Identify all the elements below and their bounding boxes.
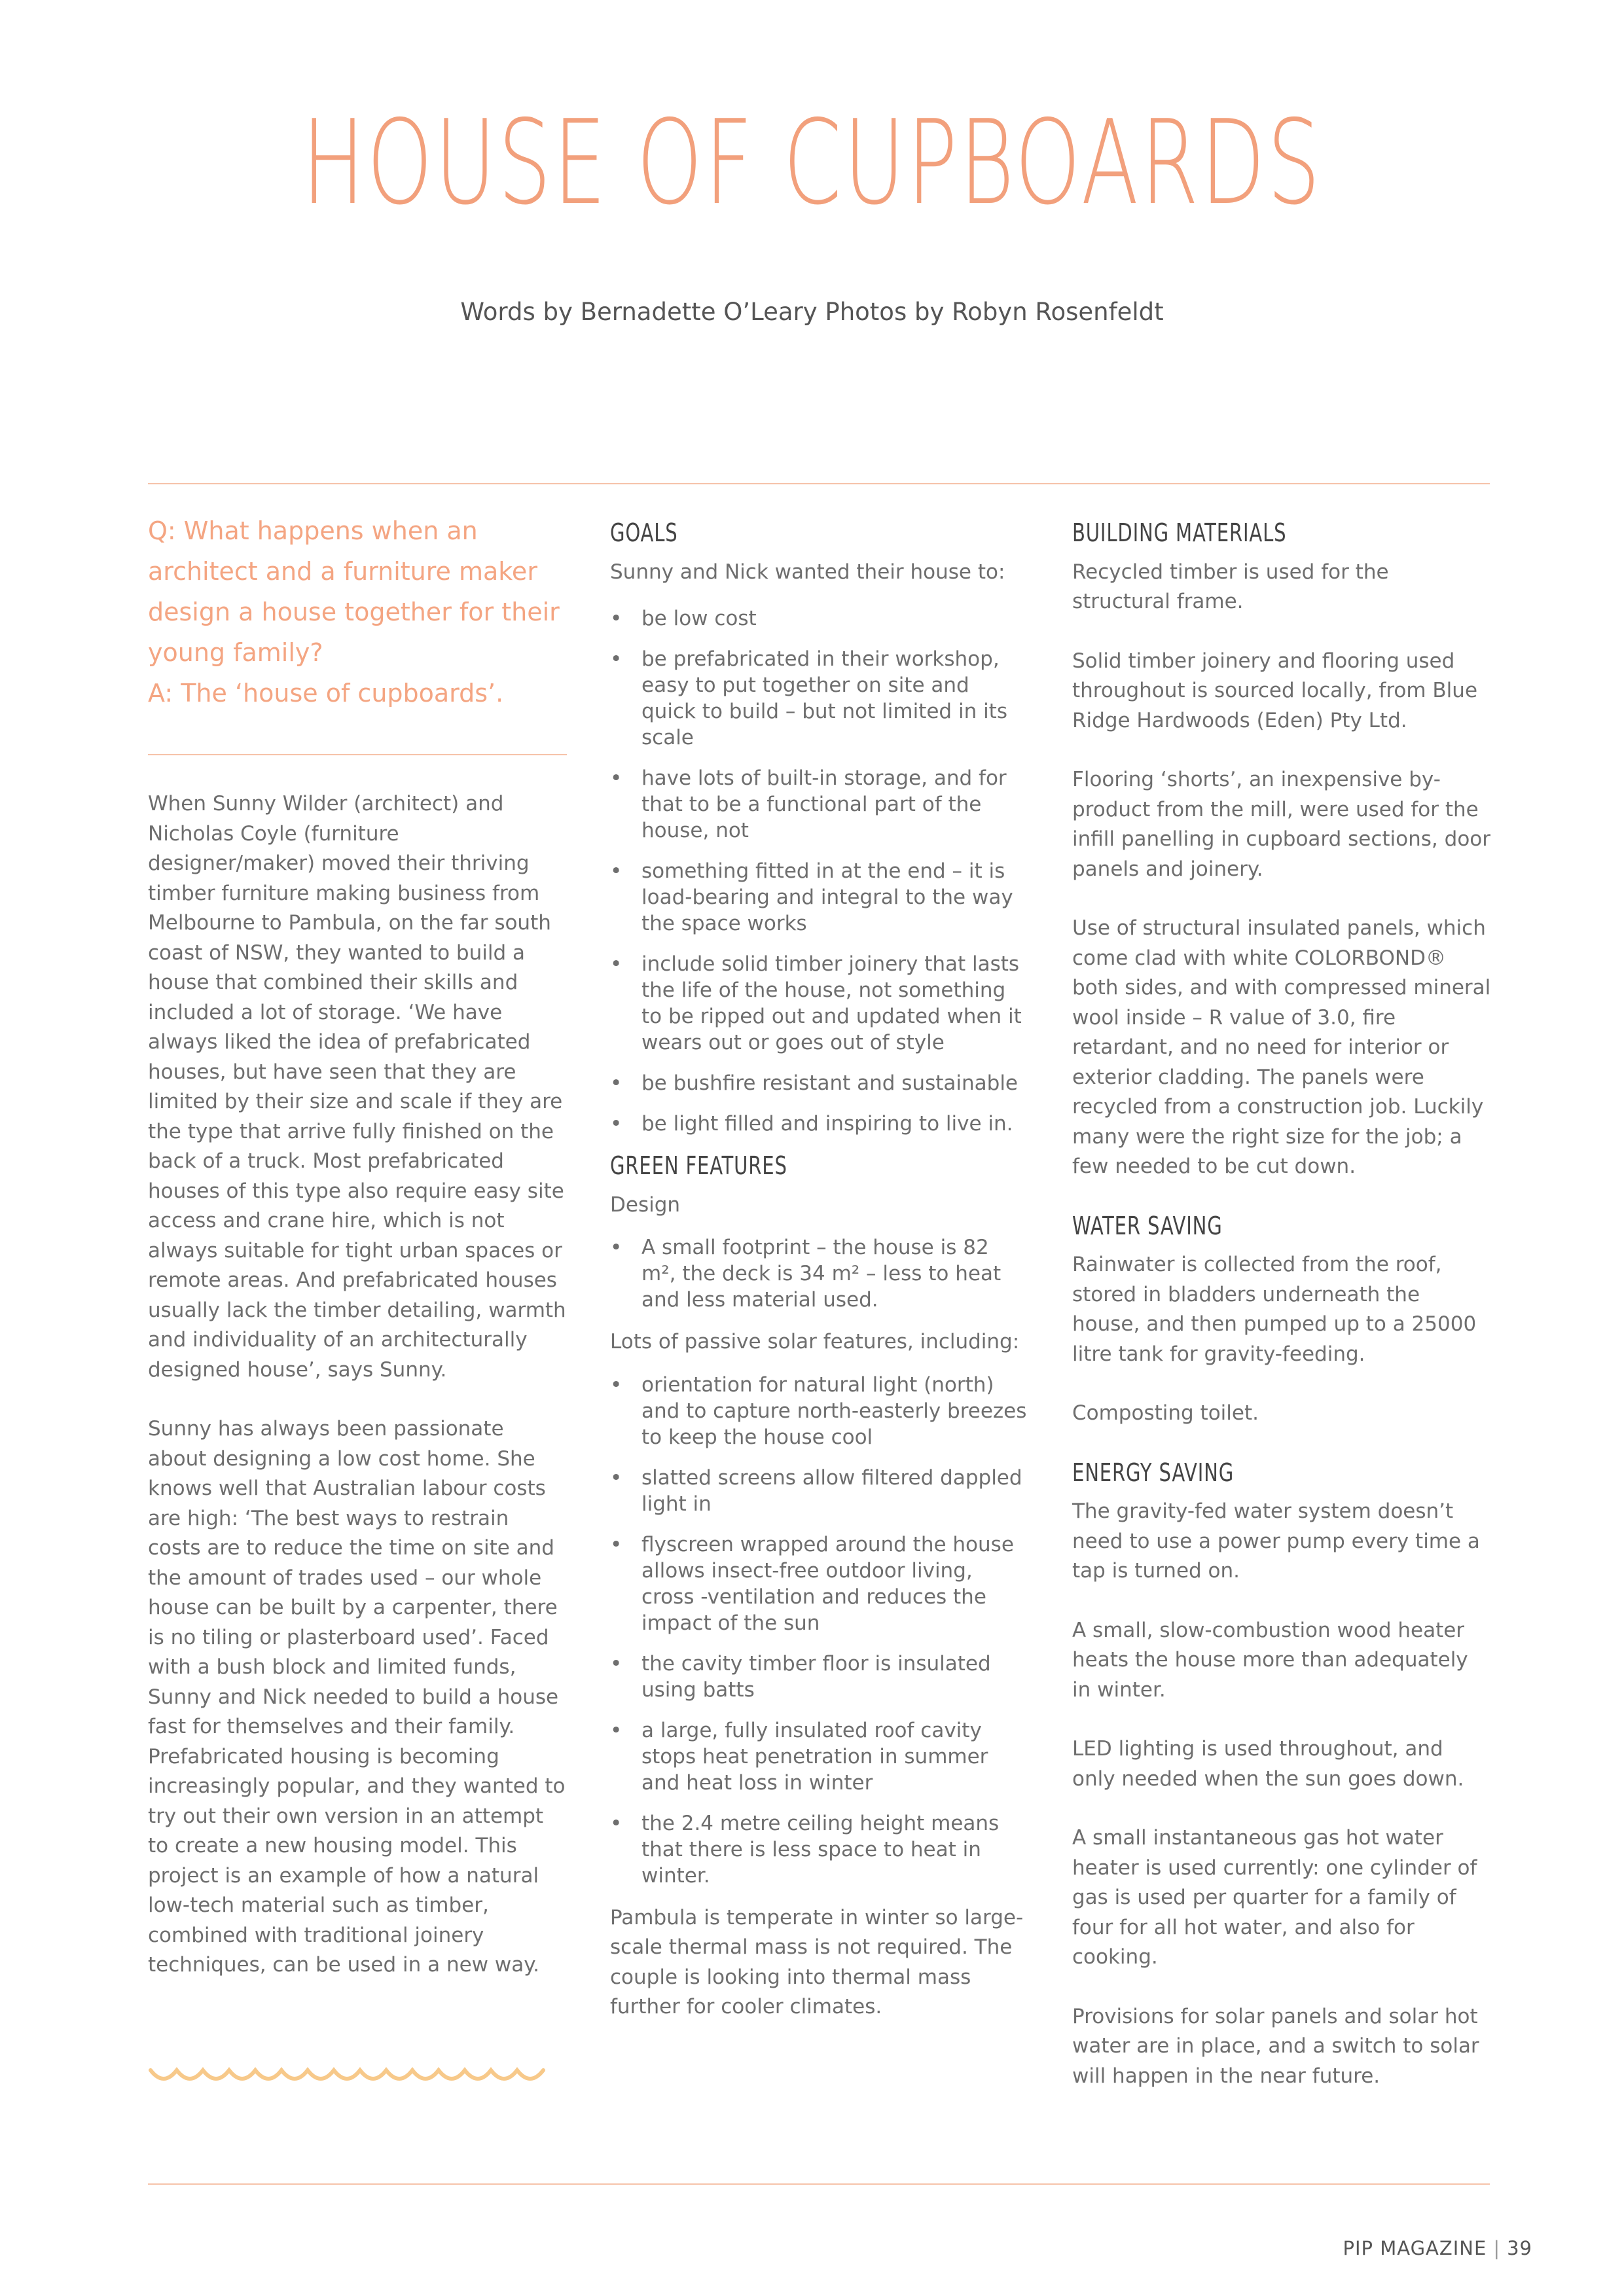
passive-label: Lots of passive solar features, including: (610, 1330, 1020, 1354)
passive-list (610, 1372, 1029, 1889)
intro-question-text: Q: What happens when an architect and a furniture maker design a house together for their young family? (148, 516, 560, 667)
water-paragraph: Composting toilet. (1072, 1401, 1259, 1425)
energy-paragraph: LED lighting is used throughout, and only needed when the sun goes down. (1072, 1737, 1464, 1791)
list-item: • be bushfire resistant and sustainable (610, 1070, 1029, 1096)
list-item: • a large, fully insulated roof cavity stops heat penetration in summer and heat loss in winter (610, 1717, 1029, 1796)
materials-paragraph: Solid timber joinery and flooring used throughout is sourced locally, from Blue Ridge Hardwoods (Eden) Pty Ltd. (1072, 649, 1478, 732)
design-label: Design (610, 1193, 681, 1217)
column-materials (1072, 511, 1491, 2121)
intro-question (148, 511, 567, 713)
goals-lead: Sunny and Nick wanted their house to: (610, 560, 1005, 584)
list-item: • the 2.4 metre ceiling height means that there is less space to heat in winter. (610, 1810, 1029, 1889)
bottom-rule (148, 2183, 1490, 2185)
energy-paragraph: Provisions for solar panels and solar hot water are in place, and a switch to solar will happen in the near future. (1072, 2004, 1479, 2088)
energy-paragraph: The gravity-fed water system doesn’t need to use a power pump every time a tap is turned on. (1072, 1499, 1480, 1583)
list-item: • be low cost (610, 605, 1029, 632)
green-features-heading: GREEN FEATURES (610, 1151, 787, 1180)
goals-heading: GOALS (610, 518, 678, 547)
list-item: • be light filled and inspiring to live in. (610, 1111, 1029, 1137)
body-paragraph: Sunny has always been passionate about designing a low cost home. She knows well that Australian labour costs are high: ‘The best ways to restrain costs are to reduce the time on site and the amount of trades used – our whole house can be built by a carpenter, there is no tiling or plasterboard used’. Faced with a bush block and limited funds, Sunny and Nick needed to build a house fast for themselves and their family. Prefabricated housing is becoming increasingly popular, and they wanted to try out their own version in an attempt to create a new housing model. This project is an example of how a natural low-tech material such as timber, combined with traditional joinery techniques, can be used in a new way. (148, 1417, 566, 1977)
list-item: • include solid timber joinery that lasts the life of the house, not something to be ripped out and updated when it wears out or goes out of style (610, 951, 1029, 1056)
green-closing: Pambula is temperate in winter so large-scale thermal mass is not required. The couple is looking into thermal mass further for cooler climates. (610, 1905, 1024, 2018)
intro-answer-text: A: The ‘house of cupboards’. (148, 679, 504, 708)
materials-paragraph: Recycled timber is used for the structural frame. (1072, 560, 1389, 613)
page-number: 39 (1507, 2237, 1532, 2259)
materials-heading: BUILDING MATERIALS (1072, 518, 1287, 547)
energy-paragraph: A small, slow-combustion wood heater heats the house more than adequately in winter. (1072, 1618, 1468, 1702)
materials-paragraph: Flooring ‘shorts’, an inexpensive by-product from the mill, were used for the infill panelling in cupboard sections, door panels and joinery. (1072, 768, 1490, 881)
byline: Words by Bernadette O’Leary Photos by Robyn Rosenfeldt (460, 298, 1164, 326)
list-item: • orientation for natural light (north) and to capture north-easterly breezes to keep the house cool (610, 1372, 1029, 1450)
water-heading: WATER SAVING (1072, 1211, 1223, 1240)
magazine-name: PIP MAGAZINE (1343, 2237, 1487, 2259)
squiggle-ornament (148, 2056, 554, 2085)
column-goals (610, 511, 1029, 2052)
column-intro (148, 511, 567, 2093)
list-item: • have lots of built-in storage, and for that to be a functional part of the house, not (610, 765, 1029, 844)
list-item: • the cavity timber floor is insulated using batts (610, 1651, 1029, 1703)
energy-paragraph: A small instantaneous gas hot water heater is used currently: one cylinder of gas is used per quarter for a family of four for all hot water, and also for cooking. (1072, 1826, 1477, 1969)
page-footer (1343, 2237, 1532, 2259)
list-item: • slatted screens allow filtered dappled light in (610, 1465, 1029, 1517)
list-item: • something fitted in at the end – it is load-bearing and integral to the way the space works (610, 858, 1029, 937)
energy-heading: ENERGY SAVING (1072, 1458, 1235, 1487)
page-title: HOUSE OF CUPBOARDS (302, 95, 1322, 230)
list-item: • flyscreen wrapped around the house allows insect-free outdoor living, cross -ventilation and reduces the impact of the sun (610, 1532, 1029, 1636)
top-rule (148, 483, 1490, 484)
footer-separator: | (1493, 2237, 1501, 2259)
design-list (610, 1234, 1029, 1313)
list-item: • A small footprint – the house is 82 m², the deck is 34 m² – less to heat and less material used. (610, 1234, 1029, 1313)
body-paragraph: When Sunny Wilder (architect) and Nicholas Coyle (furniture designer/maker) moved their thriving timber furniture making business from Melbourne to Pambula, on the far south coast of NSW, they wanted to build a house that combined their skills and included a lot of storage. ‘We have always liked the idea of prefabricated houses, but have seen that they are limited by their size and scale if they are the type that arrive fully finished on the back of a truck. Most prefabricated houses of this type also require easy site access and crane hire, which is not always suitable for tight urban spaces or remote areas. And prefabricated houses usually lack the timber detailing, warmth and individuality of an architecturally designed house’, says Sunny. (148, 792, 566, 1382)
intro-divider (148, 754, 567, 755)
list-item: • be prefabricated in their workshop, easy to put together on site and quick to build – but not limited in its scale (610, 646, 1029, 751)
materials-paragraph: Use of structural insulated panels, which come clad with white COLORBOND® both sides, and with compressed mineral wool inside – R value of 3.0, fire retardant, and no need for interior or exterior cladding. The panels were recycled from a construction job. Luckily many were the right size for the job; a few needed to be cut down. (1072, 916, 1491, 1178)
goals-list (610, 605, 1029, 1137)
water-paragraph: Rainwater is collected from the roof, stored in bladders underneath the house, and then pumped up to a 25000 litre tank for gravity-feeding. (1072, 1253, 1477, 1366)
